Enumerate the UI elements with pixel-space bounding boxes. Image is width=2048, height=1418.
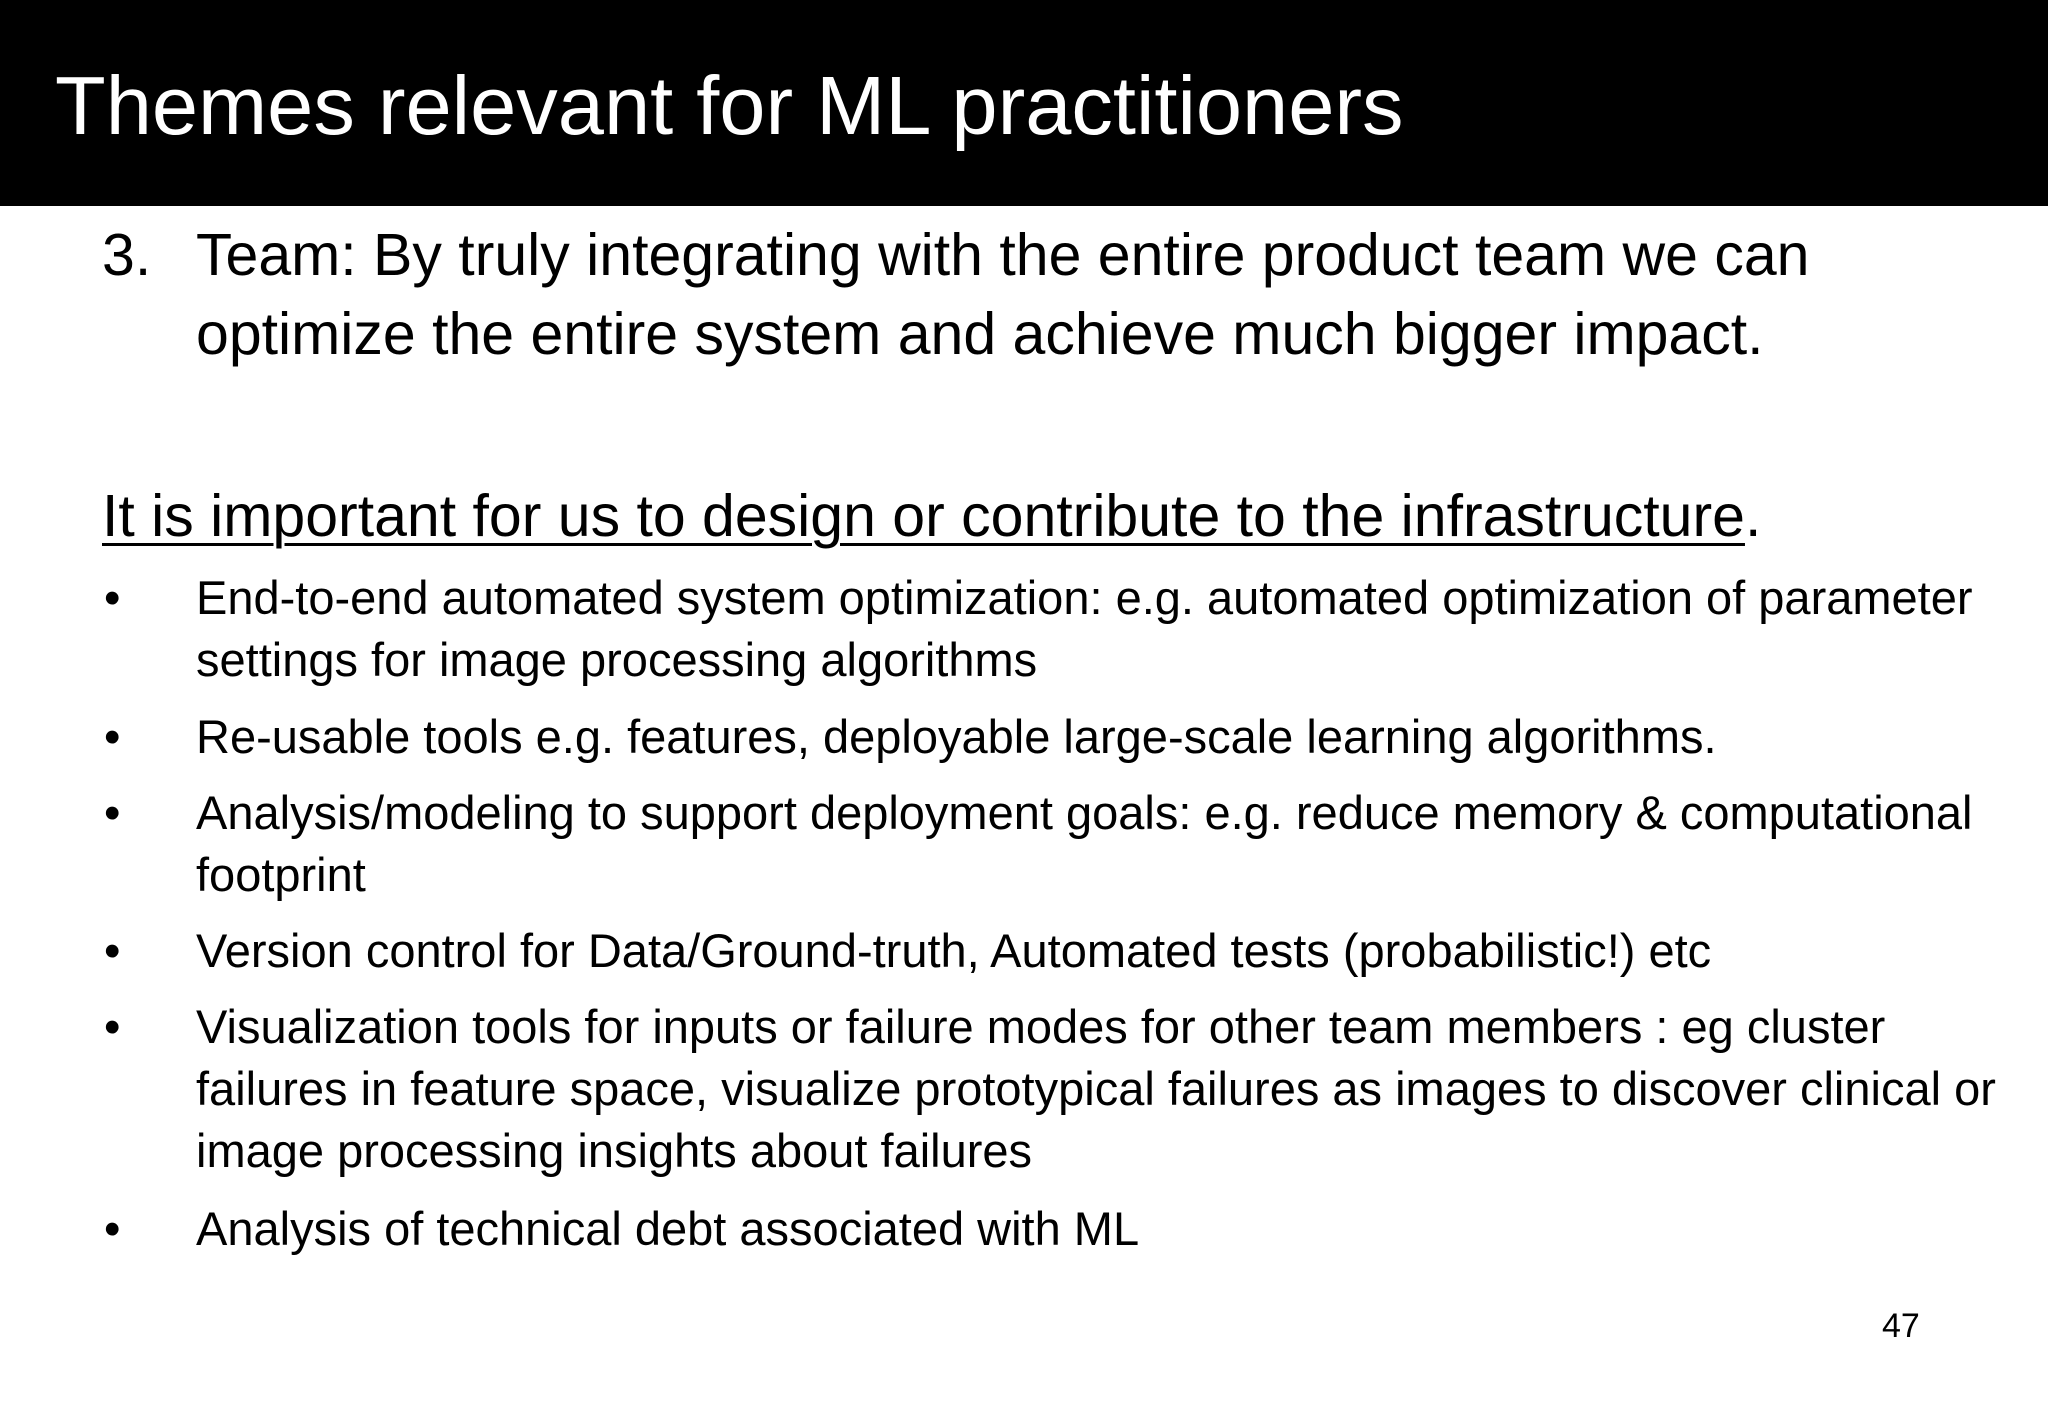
item-number: 3. bbox=[102, 222, 152, 288]
bullet-dot: • bbox=[104, 571, 121, 624]
bullet-text: Analysis of technical debt associated with ML bbox=[196, 1202, 1140, 1255]
bullet-dot: • bbox=[104, 786, 121, 839]
bullet-dot: • bbox=[104, 710, 121, 763]
bullet-text: Analysis/modeling to support deployment goals: e.g. reduce memory & computational footprint bbox=[196, 786, 1973, 901]
bullet-text: Visualization tools for inputs or failure modes for other team members : eg cluster failures in feature space, visualize prototypical failures as images to discover clinical or image processing insights about failures bbox=[196, 1000, 1996, 1177]
slide-title: Themes relevant for ML practitioners bbox=[55, 59, 1404, 152]
statement-underlined-text: It is important for us to design or contribute to the infrastructure bbox=[102, 483, 1745, 549]
bullet-dot: • bbox=[104, 1202, 121, 1255]
bullet-text: End-to-end automated system optimization: e.g. automated optimization of parameter settings for image processing algorithms bbox=[196, 571, 1973, 686]
page-number: 47 bbox=[1882, 1307, 1920, 1345]
item-text: Team: By truly integrating with the entire product team we can optimize the entire system and achieve much bigger impact. bbox=[196, 222, 1810, 367]
statement-period: . bbox=[1744, 483, 1762, 549]
bullet-dot: • bbox=[104, 1000, 121, 1053]
bullet-text: Re-usable tools e.g. features, deployable large-scale learning algorithms. bbox=[196, 710, 1717, 763]
infrastructure-statement bbox=[102, 478, 1761, 554]
title-bar bbox=[0, 0, 2048, 206]
bullet-dot: • bbox=[104, 924, 121, 977]
bullet-text: Version control for Data/Ground-truth, Automated tests (probabilistic!) etc bbox=[196, 924, 1712, 977]
